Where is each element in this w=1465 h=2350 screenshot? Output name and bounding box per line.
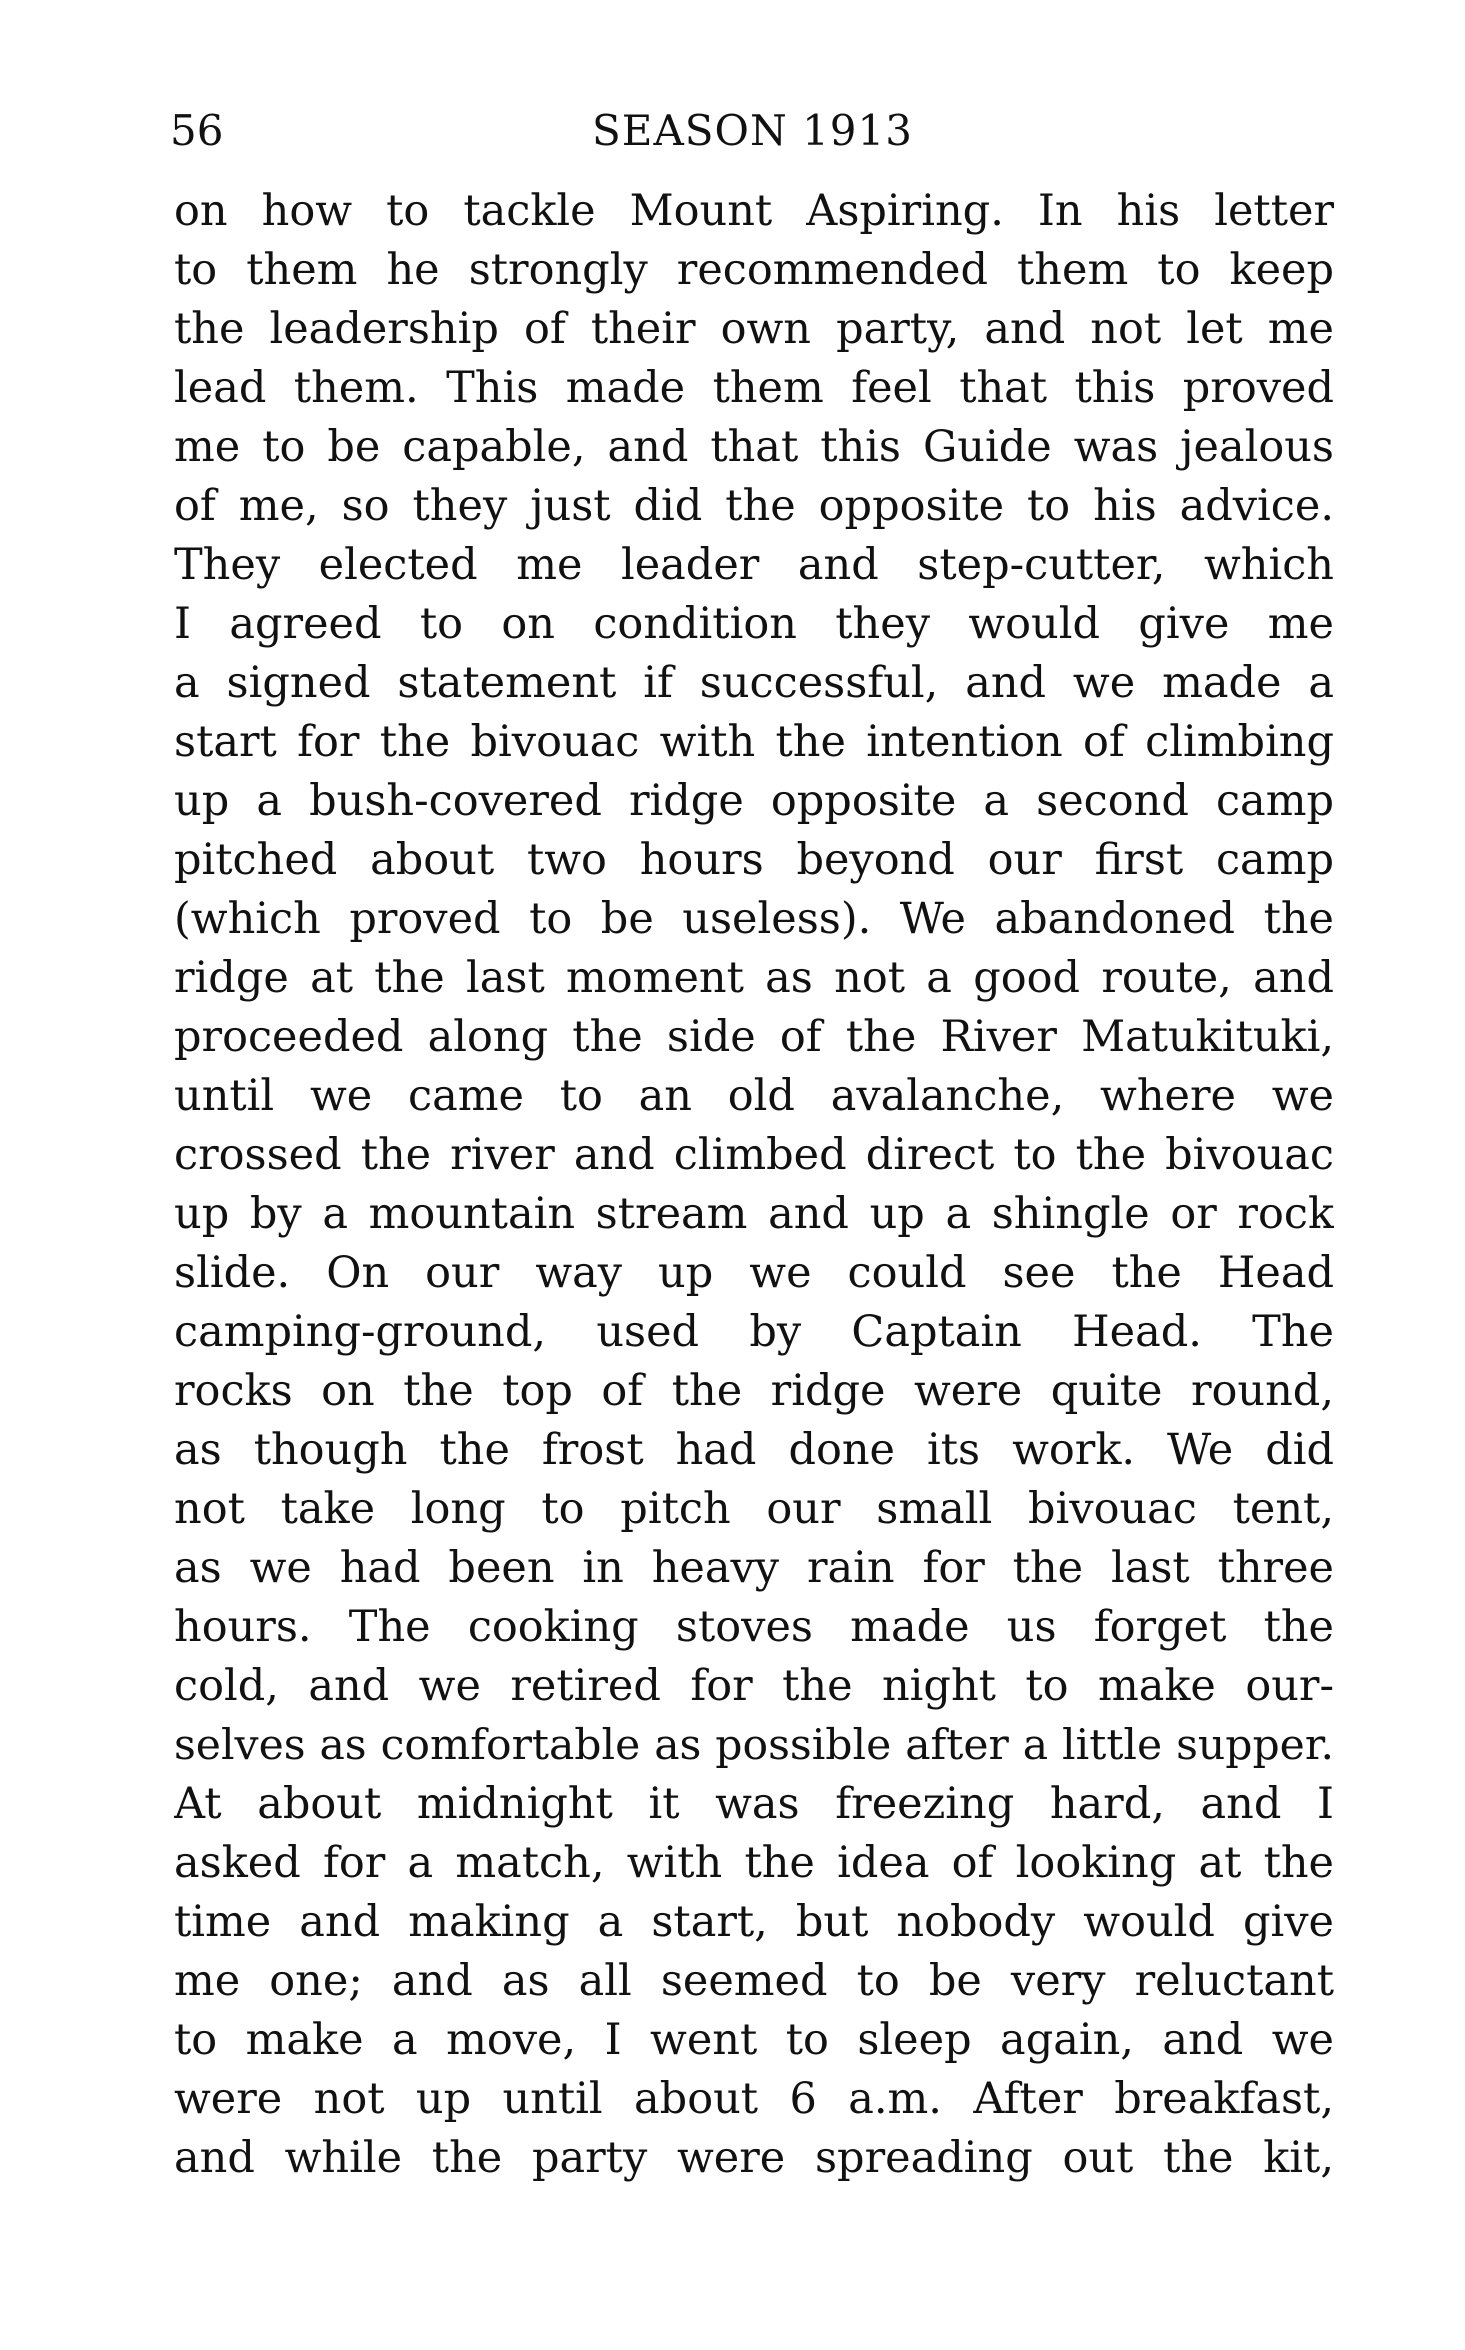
- text-line: ridge at the last moment as not a good route, and: [174, 953, 1334, 1003]
- text-line: a signed statement if successful, and we made a: [174, 658, 1334, 708]
- text-line: pitched about two hours beyond our first camp: [174, 835, 1334, 885]
- text-line: as we had been in heavy rain for the last three: [174, 1543, 1334, 1593]
- text-line: to them he strongly recommended them to keep: [174, 245, 1334, 295]
- text-line: asked for a match, with the idea of looking at the: [174, 1838, 1334, 1888]
- text-line: were not up until about 6 a.m. After breakfast,: [174, 2074, 1334, 2124]
- text-line: of me, so they just did the opposite to his advice.: [174, 481, 1334, 531]
- text-line: me one; and as all seemed to be very reluctant: [174, 1956, 1334, 2006]
- running-head: [170, 96, 1335, 166]
- text-line: up a bush-covered ridge opposite a second camp: [174, 776, 1334, 826]
- text-line: I agreed to on condition they would give me: [174, 599, 1334, 649]
- text-line: rocks on the top of the ridge were quite round,: [174, 1366, 1334, 1416]
- text-line: not take long to pitch our small bivouac tent,: [174, 1484, 1334, 1534]
- page-number: 56: [170, 106, 224, 155]
- text-line: me to be capable, and that this Guide was jealous: [174, 422, 1334, 472]
- running-title: SEASON 1913: [592, 106, 913, 155]
- text-line: crossed the river and climbed direct to the bivouac: [174, 1130, 1334, 1180]
- text-line: cold, and we retired for the night to make our-: [174, 1661, 1334, 1711]
- text-line: the leadership of their own party, and not let me: [174, 304, 1334, 354]
- text-line: up by a mountain stream and up a shingle or rock: [174, 1189, 1334, 1239]
- text-line: and while the party were spreading out the kit,: [174, 2133, 1334, 2183]
- text-line: to make a move, I went to sleep again, and we: [174, 2015, 1334, 2065]
- text-line: lead them. This made them feel that this proved: [174, 363, 1334, 413]
- text-line: as though the frost had done its work. We did: [174, 1425, 1334, 1475]
- text-line: (which proved to be useless). We abandoned the: [174, 894, 1334, 944]
- text-line: hours. The cooking stoves made us forget the: [174, 1602, 1334, 1652]
- text-line: They elected me leader and step-cutter, which: [174, 540, 1334, 590]
- text-line: At about midnight it was freezing hard, and I: [174, 1779, 1334, 1829]
- text-line: proceeded along the side of the River Matukituki,: [174, 1012, 1334, 1062]
- text-line: camping-ground, used by Captain Head. The: [174, 1307, 1334, 1357]
- text-line: selves as comfortable as possible after a little supper.: [174, 1721, 1334, 1770]
- text-line: start for the bivouac with the intention of climbing: [174, 717, 1334, 767]
- text-line: time and making a start, but nobody would give: [174, 1897, 1334, 1947]
- body-text: [174, 182, 1334, 2188]
- text-line: slide. On our way up we could see the Head: [174, 1248, 1334, 1298]
- text-line: until we came to an old avalanche, where we: [174, 1071, 1334, 1121]
- text-line: on how to tackle Mount Aspiring. In his letter: [174, 186, 1334, 236]
